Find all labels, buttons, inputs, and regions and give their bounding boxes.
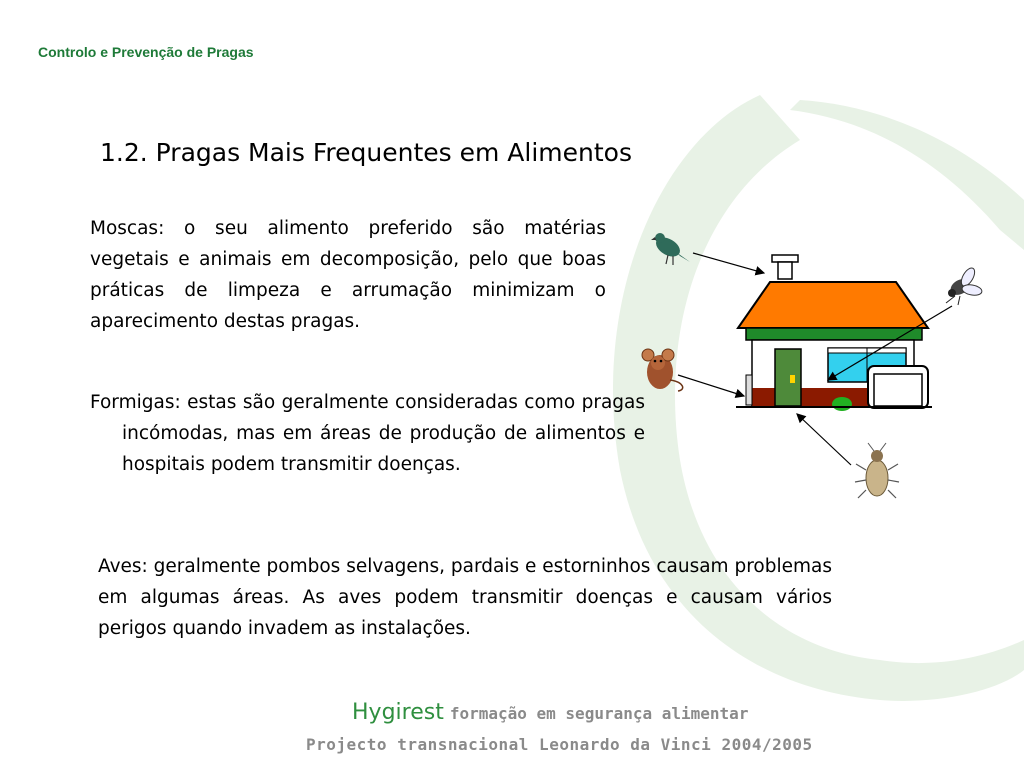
beetle-icon (855, 443, 899, 498)
text-formigas: : estas são geralmente consideradas como pragas incómodas, mas em áreas de produção de alimentos e hospitais podem transmitir doenças. (122, 392, 645, 475)
paragraph-moscas (90, 213, 606, 337)
paragraph-formigas (90, 387, 645, 480)
fly-icon (946, 266, 983, 305)
term-moscas: Moscas: (90, 218, 165, 239)
house-icon (736, 255, 932, 411)
arrow-bird (693, 253, 764, 273)
slide-title: 1.2. Pragas Mais Frequentes em Alimentos (100, 138, 632, 167)
text-aves: : geralmente pombos selvagens, pardais e estorninhos causam problemas em algumas áreas. As aves podem transmitir doenças e causam vários perigos quando invadem as instalações. (98, 556, 832, 639)
footer-project: Projecto transnacional Leonardo da Vinci 2004/2005 (306, 735, 813, 754)
slide-header: Controlo e Prevenção de Pragas (38, 44, 254, 60)
footer-brand-line (352, 700, 748, 725)
arrow-beetle (797, 414, 851, 465)
arrow-mouse (678, 375, 744, 396)
brand-tagline: formação em segurança alimentar (449, 704, 749, 723)
term-aves: Aves (98, 556, 142, 577)
bird-icon (651, 233, 690, 265)
mouse-icon (642, 349, 683, 391)
paragraph-aves (98, 551, 832, 644)
brand-logo: Hygirest (352, 700, 444, 725)
text-moscas: o seu alimento preferido são matérias vegetais e animais em decomposição, pelo que boas práticas de limpeza e arrumação minimizam o aparecimento destas pragas. (90, 218, 606, 332)
pests-house-illustration (630, 220, 990, 520)
term-formigas: Formigas (90, 392, 175, 413)
